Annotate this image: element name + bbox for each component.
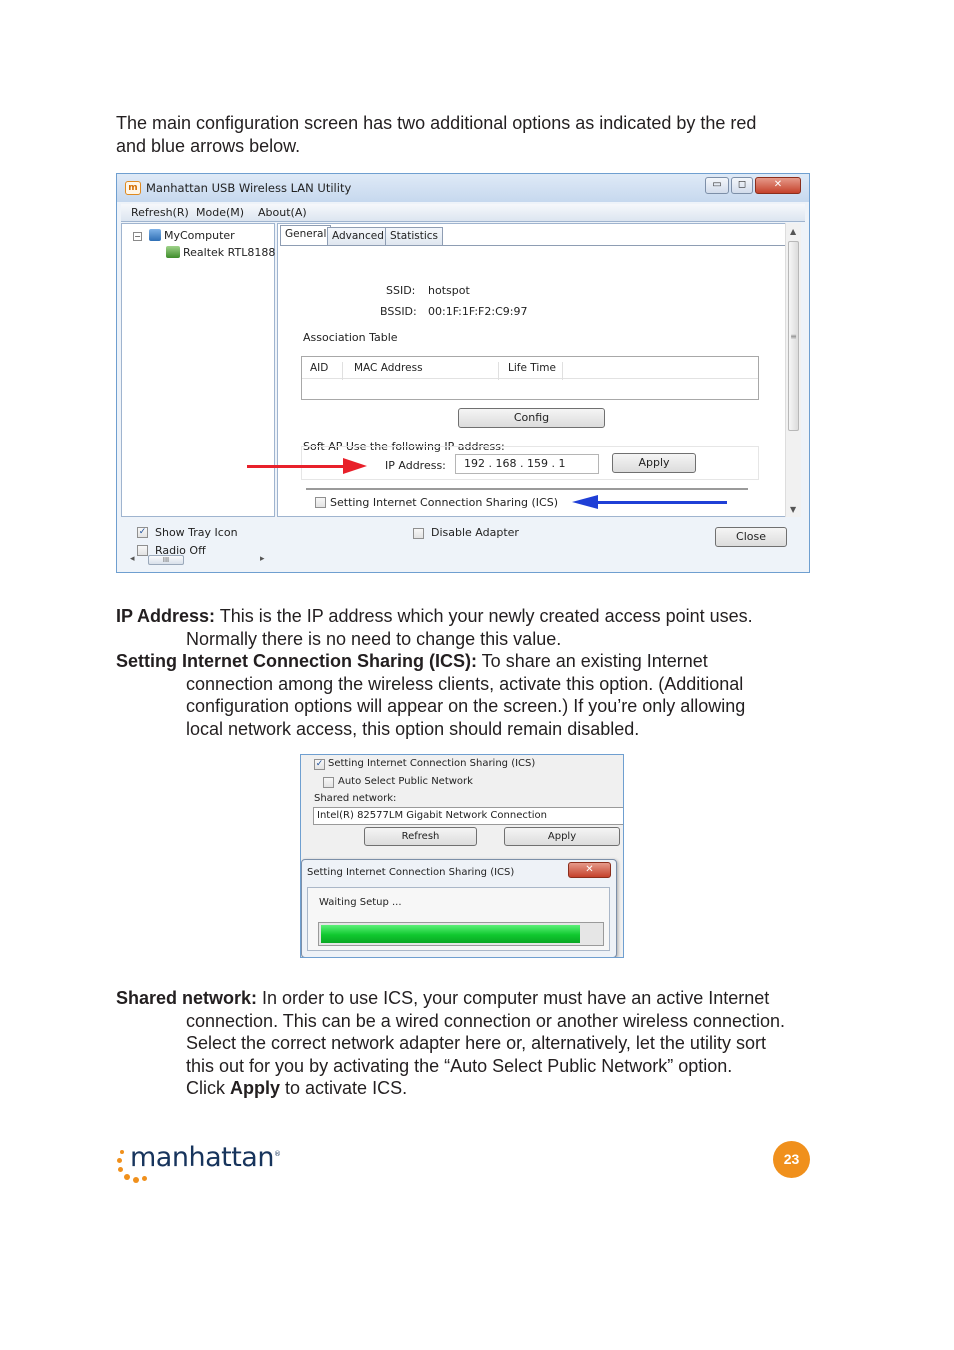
- ip-address-text-2: Normally there is no need to change this value.: [186, 628, 562, 649]
- close-button[interactable]: Close: [715, 527, 787, 547]
- logo-dot: [133, 1177, 139, 1183]
- main-vertical-scrollbar[interactable]: [785, 223, 801, 517]
- radio-off-label: Radio Off: [155, 544, 206, 557]
- column-separator: [562, 362, 563, 380]
- dialog-close-button[interactable]: ✕: [568, 862, 611, 878]
- shared-network-term: Shared network:: [116, 988, 258, 1008]
- column-separator: [498, 362, 499, 380]
- apply-button[interactable]: Apply: [612, 453, 696, 473]
- softap-label: Soft AP Use the following IP address:: [303, 440, 505, 453]
- shared-network-text-1: In order to use ICS, your computer must have an active Internet: [257, 988, 770, 1008]
- apply-term: Apply: [230, 1078, 281, 1098]
- table-header: [302, 357, 758, 379]
- computer-icon: [149, 229, 161, 241]
- page-number: 23: [773, 1141, 810, 1178]
- menu-mode[interactable]: Mode(M): [196, 206, 245, 219]
- scroll-thumb[interactable]: III: [148, 555, 184, 565]
- menu-about[interactable]: About(A): [258, 206, 307, 219]
- ics-label: Setting Internet Connection Sharing (ICS): [328, 758, 536, 769]
- network-adapter-icon: [166, 246, 180, 258]
- shared-network-label: Shared network:: [314, 793, 397, 804]
- radio-off-checkbox[interactable]: [137, 545, 148, 556]
- utility-window-screenshot: [116, 173, 810, 573]
- divider: [306, 488, 748, 490]
- ip-address-label: IP Address:: [385, 459, 446, 472]
- logo-dot: [124, 1174, 130, 1180]
- scroll-left-icon[interactable]: ◂: [130, 554, 135, 564]
- ssid-label: SSID:: [386, 284, 416, 297]
- ics-progress-dialog: [301, 859, 617, 958]
- window-title: Manhattan USB Wireless LAN Utility: [146, 181, 352, 195]
- dialog-title: Setting Internet Connection Sharing (ICS): [307, 867, 515, 878]
- ip-address-text-1: This is the IP address which your newly created access point uses.: [215, 606, 753, 626]
- minimize-button[interactable]: ▭: [705, 177, 729, 194]
- vertical-scroll-thumb[interactable]: ≡: [788, 241, 799, 431]
- scroll-up-icon[interactable]: ▲: [790, 227, 797, 236]
- ics-checkbox[interactable]: [315, 497, 326, 508]
- ics-text-3: configuration options will appear on the screen.) If you’re only allowing: [186, 696, 746, 716]
- association-table-label: Association Table: [303, 331, 398, 344]
- ssid-value: hotspot: [428, 284, 470, 297]
- setup-progress-bar: [318, 922, 604, 946]
- column-life-time[interactable]: Life Time: [508, 362, 556, 374]
- window-close-button[interactable]: ✕: [755, 177, 801, 194]
- ics-text-1: To share an existing Internet: [477, 651, 708, 671]
- logo-text: manhattan: [130, 1142, 274, 1173]
- ics-paragraph: [116, 650, 745, 740]
- blue-arrow-icon: [572, 495, 598, 509]
- tab-statistics[interactable]: Statistics: [385, 227, 443, 245]
- shared-network-paragraph: [116, 987, 785, 1100]
- scroll-down-icon[interactable]: ▼: [790, 505, 797, 514]
- ics-panel-screenshot: [300, 754, 624, 958]
- tree-item-adapter[interactable]: Realtek RTL8188: [183, 246, 276, 259]
- shared-network-text-5: [116, 1077, 785, 1100]
- logo-dot: [117, 1158, 122, 1163]
- show-tray-icon-checkbox[interactable]: ✓: [138, 527, 147, 537]
- ip-address-paragraph: [116, 605, 753, 650]
- disable-adapter-checkbox[interactable]: [413, 528, 424, 539]
- logo-dot: [118, 1167, 123, 1172]
- shared-network-text-2: connection. This can be a wired connection or another wireless connection.: [186, 1010, 786, 1031]
- progress-fill: [321, 925, 580, 943]
- bssid-label: BSSID:: [380, 305, 417, 318]
- ics-text-2: connection among the wireless clients, activate this option. (Additional: [186, 673, 744, 694]
- logo-wordmark: [130, 1142, 280, 1173]
- app-icon: m: [125, 181, 141, 195]
- ics-apply-button[interactable]: Apply: [504, 827, 620, 846]
- bssid-value: 00:1F:1F:F2:C9:97: [428, 305, 528, 318]
- auto-select-label: Auto Select Public Network: [338, 776, 473, 787]
- intro-line-2: and blue arrows below.: [116, 135, 301, 156]
- maximize-button[interactable]: ◻: [731, 177, 753, 194]
- click-text: Click: [186, 1078, 230, 1098]
- tree-item-mycomputer[interactable]: MyComputer: [164, 229, 235, 242]
- tab-general[interactable]: General: [280, 225, 331, 245]
- ip-address-field[interactable]: 192 . 168 . 159 . 1: [455, 454, 599, 474]
- shared-network-text-3: Select the correct network adapter here or, alternatively, let the utility sort: [186, 1033, 766, 1053]
- shared-network-text-4: this out for you by activating the “Auto Select Public Network” option.: [186, 1055, 733, 1076]
- waiting-text: Waiting Setup ...: [319, 897, 402, 908]
- scroll-right-icon[interactable]: ▸: [260, 554, 265, 564]
- config-button[interactable]: Config: [458, 408, 605, 428]
- shared-network-select[interactable]: Intel(R) 82577LM Gigabit Network Connection: [313, 807, 624, 825]
- collapse-icon[interactable]: −: [134, 232, 141, 241]
- ics-text-4: local network access, this option should remain disabled.: [186, 718, 640, 739]
- ip-address-term: IP Address:: [116, 606, 216, 626]
- logo-dot: [142, 1176, 147, 1181]
- menu-bar: [121, 204, 805, 222]
- ics-term: Setting Internet Connection Sharing (ICS):: [116, 651, 477, 671]
- refresh-button[interactable]: Refresh: [364, 827, 477, 846]
- red-arrow-icon: [343, 458, 367, 474]
- title-bar: [117, 174, 809, 202]
- dialog-body: [307, 887, 610, 951]
- column-mac-address[interactable]: MAC Address: [354, 362, 423, 374]
- menu-refresh[interactable]: Refresh(R): [131, 206, 189, 219]
- ics-label: Setting Internet Connection Sharing (ICS): [330, 496, 559, 509]
- disable-adapter-label: Disable Adapter: [431, 526, 519, 539]
- ics-checkbox[interactable]: ✓: [315, 759, 324, 769]
- column-separator: [342, 362, 343, 380]
- show-tray-icon-label: Show Tray Icon: [155, 526, 238, 539]
- activate-text: to activate ICS.: [280, 1078, 408, 1098]
- column-aid[interactable]: AID: [310, 362, 329, 374]
- logo-dot: [120, 1150, 124, 1154]
- association-table[interactable]: [301, 356, 759, 400]
- manhattan-logo: [116, 1140, 281, 1184]
- tab-advanced[interactable]: Advanced: [327, 227, 389, 245]
- logo-registered-mark: ®: [273, 1150, 281, 1158]
- auto-select-checkbox[interactable]: [323, 777, 334, 788]
- blue-arrow-shaft: [597, 501, 727, 504]
- intro-paragraph: [116, 112, 756, 157]
- intro-line-1: The main configuration screen has two additional options as indicated by the red: [116, 113, 757, 133]
- red-arrow-shaft: [247, 465, 347, 468]
